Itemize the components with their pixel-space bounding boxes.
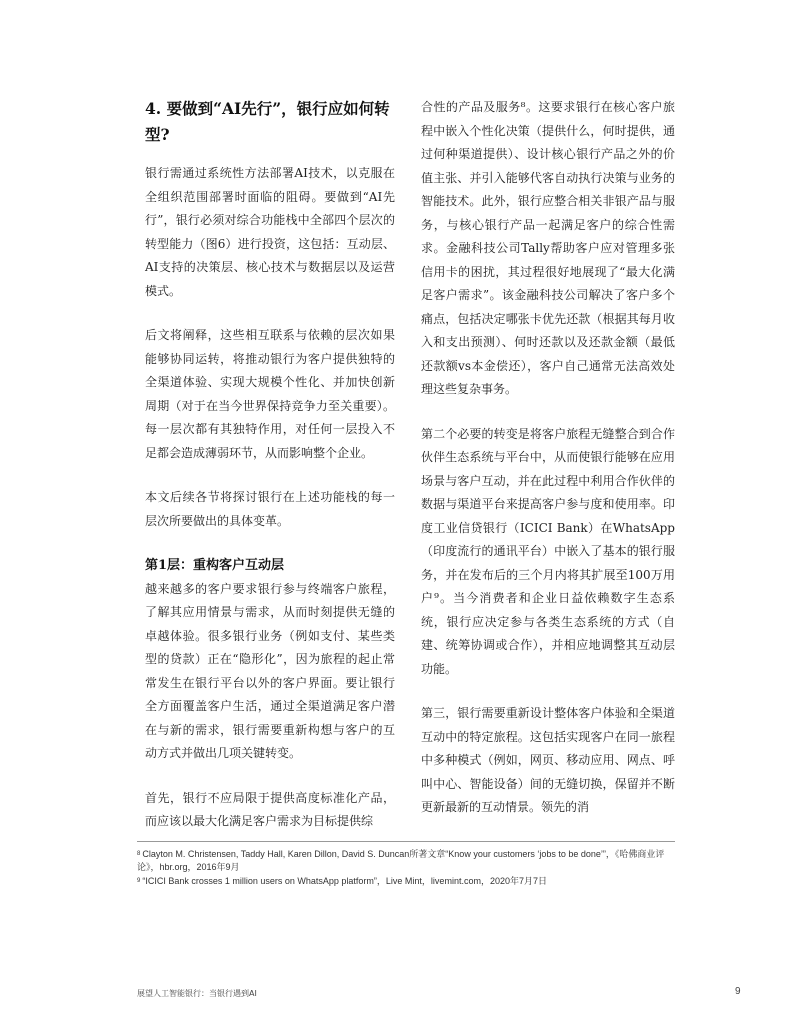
footnote-number: 8 — [137, 851, 141, 857]
footnote-number: 9 — [137, 878, 141, 884]
paragraph: 越来越多的客户要求银行参与终端客户旅程，了解其应用情景与需求，从而时刻提供无缝的卓越体验。很多银行业务（例如支付、某些类型的贷款）正在“隐形化”，因为旅程的起止常常发生在银行平台以外的客户界面。要让银行全方面覆盖客户生活，通过全渠道满足客户潜在与新的需求，银行需要重新构想与客户的互动方式并做出几项关键转变。 — [145, 581, 395, 760]
right-column — [421, 96, 675, 841]
footnotes — [137, 848, 682, 889]
footnote-text: “ICICI Bank crosses 1 million users on WhatsApp platform”，Live Mint，livemint.com，2020年7月7日 — [142, 876, 547, 886]
paragraph: 第二个必要的转变是将客户旅程无缝整合到合作伙伴生态系统与平台中，从而使银行能够在应用场景与客户互动，并在此过程中利用合作伙伴的数据与渠道平台来提高客户参与度和使用率。印度工业信贷银行（ICICI Bank）在WhatsApp（印度流行的通讯平台）中嵌入了基本的银行服务，并在发布后的三个月内将其扩展至100万用户⁹。当今消费者和企业日益依赖数字生态系统，银行应决定参与各类生态系统的方式（自建、统筹协调或合作），并相应地调整其互动层功能。 — [421, 426, 675, 676]
paragraph: 银行需通过系统性方法部署AI技术，以克服在全组织范围部署时面临的阻碍。要做到“AI先行”，银行必须对综合功能栈中全部四个层次的转型能力（图6）进行投资，这包括：互动层、AI支持的决策层、核心技术与数据层以及运营模式。 — [145, 166, 395, 298]
section-heading: 4. 要做到“AI先行”，银行应如何转型? — [145, 99, 390, 144]
layer-1-heading: 第1层：重构客户互动层 — [145, 558, 285, 573]
paragraph: 本文后续各节将探讨银行在上述功能栈的每一层次所要做出的具体变革。 — [145, 490, 395, 528]
paragraph: 合性的产品及服务⁸。这要求银行在核心客户旅程中嵌入个性化决策（提供什么，何时提供，通过何种渠道提供）、设计核心银行产品之外的价值主张、并引入能够代客自动执行决策与业务的智能技术。此外，银行应整合相关非银产品与服务，与核心银行产品一起满足客户的综合性需求。金融科技公司Tally帮助客户应对管理多张信用卡的困扰，其过程很好地展现了“最大化满足客户需求”。该金融科技公司解决了客户多个痛点，包括决定哪张卡优先还款（根据其每月收入和支出预测）、何时还款以及还款金额（最低还款额vs本金偿还），客户自己通常无法高效处理这些复杂事务。 — [421, 100, 675, 396]
paragraph: 后文将阐释，这些相互联系与依赖的层次如果能够协同运转，将推动银行为客户提供独特的全渠道体验、实现大规模个性化、并加快创新周期（对于在当今世界保持竞争力至关重要）。每一层次都有其独特作用，对任何一层投入不足都会造成薄弱环节，从而影响整个企业。 — [145, 328, 395, 460]
footnote-9 — [137, 875, 682, 888]
paragraph: 首先，银行不应局限于提供高度标准化产品，而应该以最大化满足客户需求为目标提供综 — [145, 790, 395, 828]
footer-title: 展望人工智能银行：当银行遇到AI — [137, 989, 257, 998]
paragraph: 第三，银行需要重新设计整体客户体验和全渠道互动中的特定旅程。这包括实现客户在同一旅程中多种模式（例如，网页、移动应用、网点、呼叫中心、智能设备）间的无缝切换，保留并不断更新最新的互动情景。领先的消 — [421, 706, 675, 814]
left-column — [145, 96, 395, 855]
footnote-text: Clayton M. Christensen, Taddy Hall, Karen Dillon, David S. Duncan所著文章“Know your customers ‘jobs to be done’”，《哈佛商业评论》，hbr.org，2016年9月 — [137, 849, 665, 872]
footnote-divider — [137, 841, 675, 842]
page-number: 9 — [735, 986, 741, 997]
footnote-8 — [137, 848, 682, 874]
